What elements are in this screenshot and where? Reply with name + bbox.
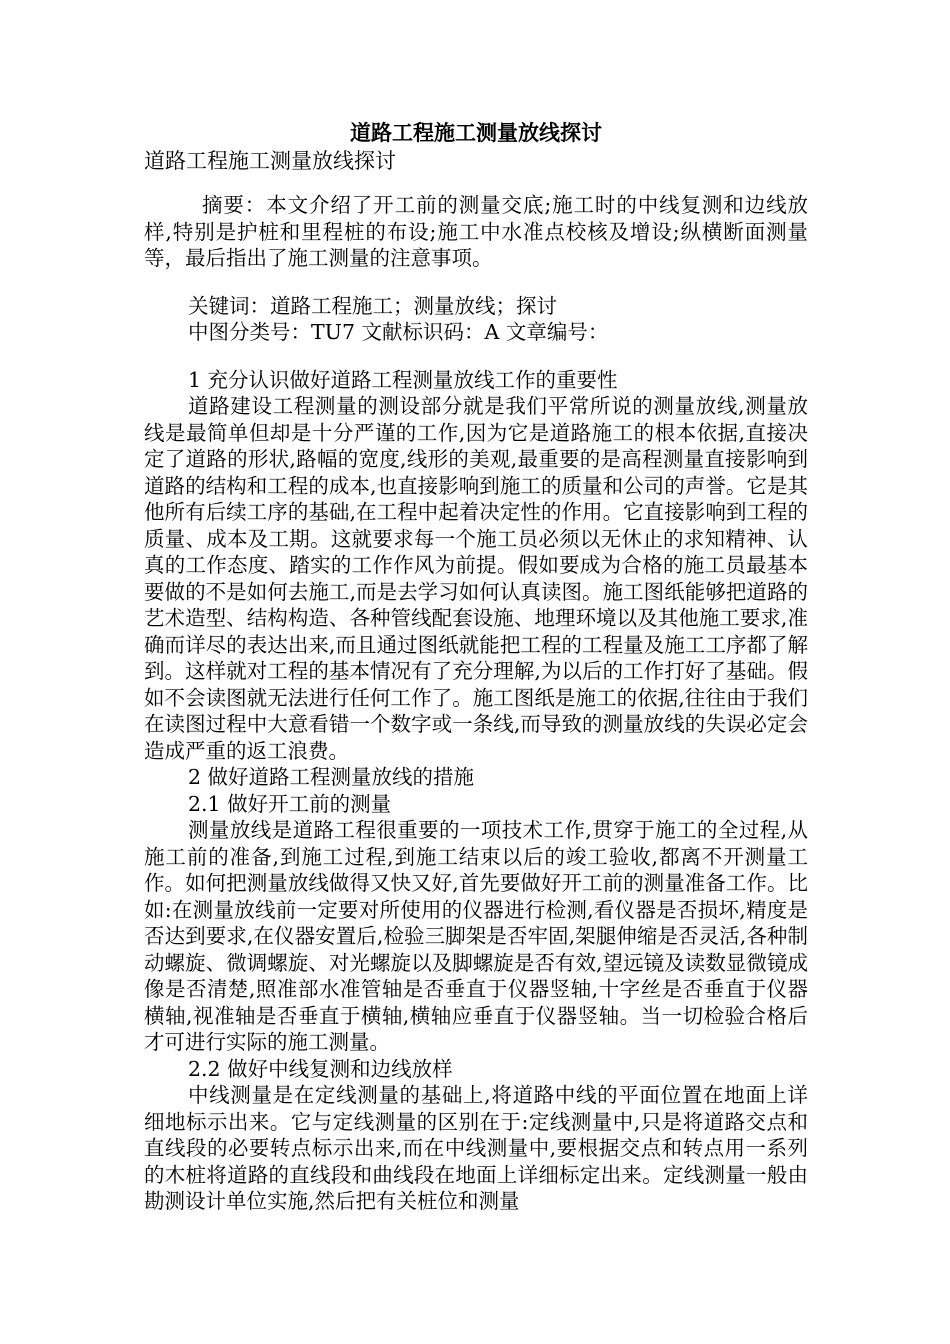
section-2-1-body: 测量放线是道路工程很重要的一项技术工作,贯穿于施工的全过程,从施工前的准备,到施工过程,到施工结束以后的竣工验收,都离不开测量工作。如何把测量放线做得又快又好,首先要做好开工前的测量准备工作。比如:在测量放线前一定要对所使用的仪器进行检测,看仪器是否损坏,精度是否达到要求,在仪器安置后,检验三脚架是否牢固,架腿伸缩是否灵活,各种制动螺旋、微调螺旋、对光螺旋以及脚螺旋是否有效,望远镜及读数显微镜成像是否清楚,照准部水准管轴是否垂直于仪器竖轴,十字丝是否垂直于仪器横轴,视准轴是否垂直于横轴,横轴应垂直于仪器竖轴。当一切检验合格后才可进行实际的施工测量。 bbox=[144, 818, 808, 1054]
classification-line: 中图分类号：TU7 文献标识码：A 文章编号： bbox=[188, 320, 609, 344]
section-2-heading: 2 做好道路工程测量放线的措施 bbox=[188, 765, 475, 789]
keywords-line: 关键词：道路工程施工；测量放线；探讨 bbox=[188, 293, 557, 318]
section-1-body: 道路建设工程测量的测设部分就是我们平常所说的测量放线,测量放线是最简单但却是十分严谨的工作,因为它是道路施工的根本依据,直接决定了道路的形状,路幅的宽度,线形的美观,最重要的是高程测量直接影响到道路的结构和工程的成本,也直接影响到施工的质量和公司的声誉。它是其他所有后续工序的基础,在工程中起着决定性的作用。它直接影响到工程的质量、成本及工期。这就要求每一个施工员必须以无休止的求知精神、认真的工作态度、踏实的工作作风为前提。假如要成为合格的施工员最基本要做的不是如何去施工,而是去学习如何认真读图。施工图纸能够把道路的艺术造型、结构构造、各种管线配套设施、地理环境以及其他施工要求,准确而详尽的表达出来,而且通过图纸就能把工程的工程量及施工工序都了解到。这样就对工程的基本情况有了充分理解,为以后的工作打好了基础。假如不会读图就无法进行任何工作了。施工图纸是施工的依据,往往由于我们在读图过程中大意看错一个数字或一条线,而导致的测量放线的失误必定会造成严重的返工浪费。 bbox=[144, 394, 808, 763]
abstract-paragraph: 摘要：本文介绍了开工前的测量交底;施工时的中线复测和边线放样,特别是护桩和里程桩的布设;施工中水准点校核及增设;纵横断面测量等，最后指出了施工测量的注意事项。 bbox=[144, 193, 808, 270]
section-2-2-body: 中线测量是在定线测量的基础上,将道路中线的平面位置在地面上详细地标示出来。它与定线测量的区别在于:定线测量中,只是将道路交点和直线段的必要转点标示出来,而在中线测量中,要根据交点和转点用一系列的木桩将道路的直线段和曲线段在地面上详细标定出来。定线测量一般由勘测设计单位实施,然后把有关桩位和测量 bbox=[144, 1083, 808, 1213]
section-2-1-heading: 2.1 做好开工前的测量 bbox=[188, 791, 392, 816]
section-1-heading: 1 充分认识做好道路工程测量放线工作的重要性 bbox=[188, 367, 618, 392]
document-page bbox=[144, 118, 808, 1215]
section-2-2-heading: 2.2 做好中线复测和边线放样 bbox=[188, 1056, 453, 1081]
spacer bbox=[144, 272, 808, 293]
document-title: 道路工程施工测量放线探讨 bbox=[350, 120, 602, 145]
document-subtitle: 道路工程施工测量放线探讨 bbox=[144, 149, 396, 173]
spacer bbox=[144, 346, 808, 367]
